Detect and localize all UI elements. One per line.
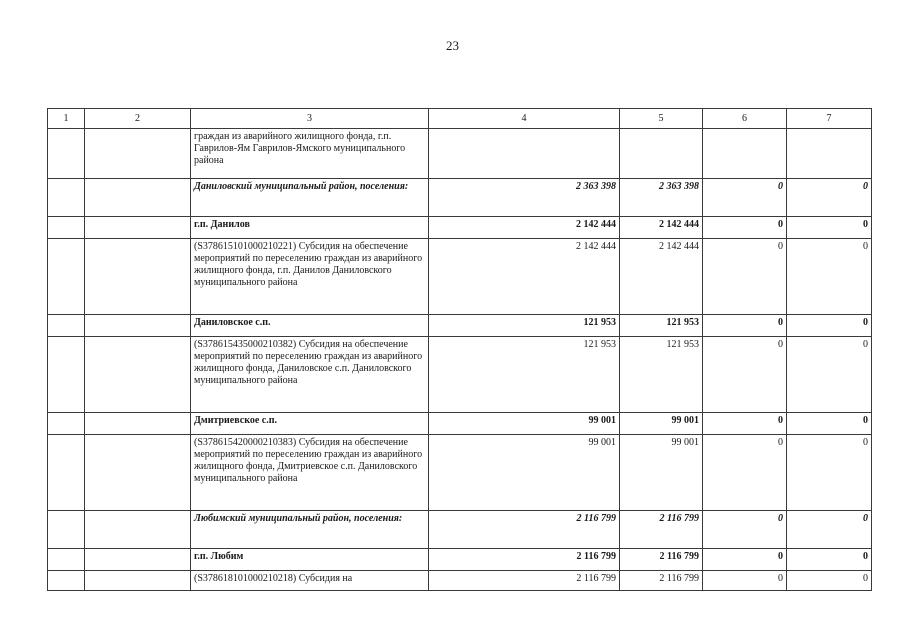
budget-table (47, 108, 872, 591)
amount-col-5: 121 953 (620, 315, 703, 337)
table-row (48, 435, 872, 511)
amount-col-7: 0 (787, 571, 872, 591)
description-cell: (S378615420000210383) Субсидия на обеспечение мероприятий по переселению граждан из аварийного жилищного фонда, Дмитриевское с.п. Даниловского муниципального района (191, 435, 429, 511)
amount-col-4 (429, 129, 620, 179)
table-row (48, 549, 872, 571)
description-cell: граждан из аварийного жилищного фонда, г.п. Гаврилов-Ям Гаврилов-Ямского муниципального района (191, 129, 429, 179)
amount-col-7: 0 (787, 413, 872, 435)
amount-col-5 (620, 129, 703, 179)
amount-col-7: 0 (787, 435, 872, 511)
column-header-2: 2 (85, 109, 191, 129)
col-2-cell (85, 435, 191, 511)
column-header-6: 6 (703, 109, 787, 129)
amount-col-7: 0 (787, 239, 872, 315)
col-2-cell (85, 511, 191, 549)
amount-col-4: 2 116 799 (429, 571, 620, 591)
column-header-3: 3 (191, 109, 429, 129)
col-2-cell (85, 179, 191, 217)
amount-col-5: 2 116 799 (620, 571, 703, 591)
table-row (48, 413, 872, 435)
table-row (48, 129, 872, 179)
amount-col-5: 2 363 398 (620, 179, 703, 217)
amount-col-5: 99 001 (620, 413, 703, 435)
amount-col-5: 2 142 444 (620, 239, 703, 315)
amount-col-7 (787, 129, 872, 179)
col-2-cell (85, 239, 191, 315)
col-1-cell (48, 239, 85, 315)
amount-col-5: 2 116 799 (620, 549, 703, 571)
description-cell: Даниловское с.п. (191, 315, 429, 337)
amount-col-6 (703, 129, 787, 179)
col-1-cell (48, 179, 85, 217)
col-1-cell (48, 337, 85, 413)
table-row (48, 337, 872, 413)
col-2-cell (85, 549, 191, 571)
column-header-7: 7 (787, 109, 872, 129)
amount-col-6: 0 (703, 315, 787, 337)
col-1-cell (48, 413, 85, 435)
col-1-cell (48, 571, 85, 591)
amount-col-6: 0 (703, 413, 787, 435)
table-body (48, 129, 872, 591)
description-cell: Даниловский муниципальный район, поселения: (191, 179, 429, 217)
column-number-row (48, 109, 872, 129)
amount-col-5: 99 001 (620, 435, 703, 511)
amount-col-7: 0 (787, 315, 872, 337)
col-2-cell (85, 315, 191, 337)
table-row (48, 511, 872, 549)
description-cell: (S378615101000210221) Субсидия на обеспечение мероприятий по переселению граждан из аварийного жилищного фонда, г.п. Данилов Даниловского муниципального района (191, 239, 429, 315)
description-cell: г.п. Данилов (191, 217, 429, 239)
description-cell: г.п. Любим (191, 549, 429, 571)
amount-col-5: 2 142 444 (620, 217, 703, 239)
amount-col-4: 2 142 444 (429, 217, 620, 239)
col-2-cell (85, 129, 191, 179)
description-cell: (S378618101000210218) Субсидия на (191, 571, 429, 591)
amount-col-7: 0 (787, 179, 872, 217)
amount-col-5: 2 116 799 (620, 511, 703, 549)
description-cell: Дмитриевское с.п. (191, 413, 429, 435)
col-1-cell (48, 315, 85, 337)
amount-col-6: 0 (703, 435, 787, 511)
amount-col-7: 0 (787, 511, 872, 549)
amount-col-4: 2 142 444 (429, 239, 620, 315)
amount-col-7: 0 (787, 217, 872, 239)
amount-col-6: 0 (703, 549, 787, 571)
col-1-cell (48, 217, 85, 239)
amount-col-4: 2 363 398 (429, 179, 620, 217)
col-1-cell (48, 129, 85, 179)
amount-col-7: 0 (787, 549, 872, 571)
column-header-5: 5 (620, 109, 703, 129)
amount-col-4: 121 953 (429, 315, 620, 337)
amount-col-6: 0 (703, 337, 787, 413)
amount-col-6: 0 (703, 217, 787, 239)
amount-col-4: 99 001 (429, 435, 620, 511)
amount-col-4: 2 116 799 (429, 549, 620, 571)
col-1-cell (48, 511, 85, 549)
amount-col-6: 0 (703, 239, 787, 315)
col-1-cell (48, 435, 85, 511)
table-row (48, 239, 872, 315)
col-2-cell (85, 571, 191, 591)
col-2-cell (85, 413, 191, 435)
amount-col-6: 0 (703, 511, 787, 549)
amount-col-4: 2 116 799 (429, 511, 620, 549)
table-row (48, 315, 872, 337)
amount-col-7: 0 (787, 337, 872, 413)
table-row (48, 571, 872, 591)
col-2-cell (85, 217, 191, 239)
column-header-1: 1 (48, 109, 85, 129)
col-1-cell (48, 549, 85, 571)
table-row (48, 217, 872, 239)
amount-col-4: 99 001 (429, 413, 620, 435)
column-header-4: 4 (429, 109, 620, 129)
page-number: 23 (446, 38, 459, 53)
amount-col-5: 121 953 (620, 337, 703, 413)
amount-col-6: 0 (703, 179, 787, 217)
description-cell: Любимский муниципальный район, поселения: (191, 511, 429, 549)
description-cell: (S378615435000210382) Субсидия на обеспечение мероприятий по переселению граждан из аварийного жилищного фонда, Даниловское с.п. Даниловского муниципального района (191, 337, 429, 413)
amount-col-6: 0 (703, 571, 787, 591)
amount-col-4: 121 953 (429, 337, 620, 413)
table-row (48, 179, 872, 217)
col-2-cell (85, 337, 191, 413)
